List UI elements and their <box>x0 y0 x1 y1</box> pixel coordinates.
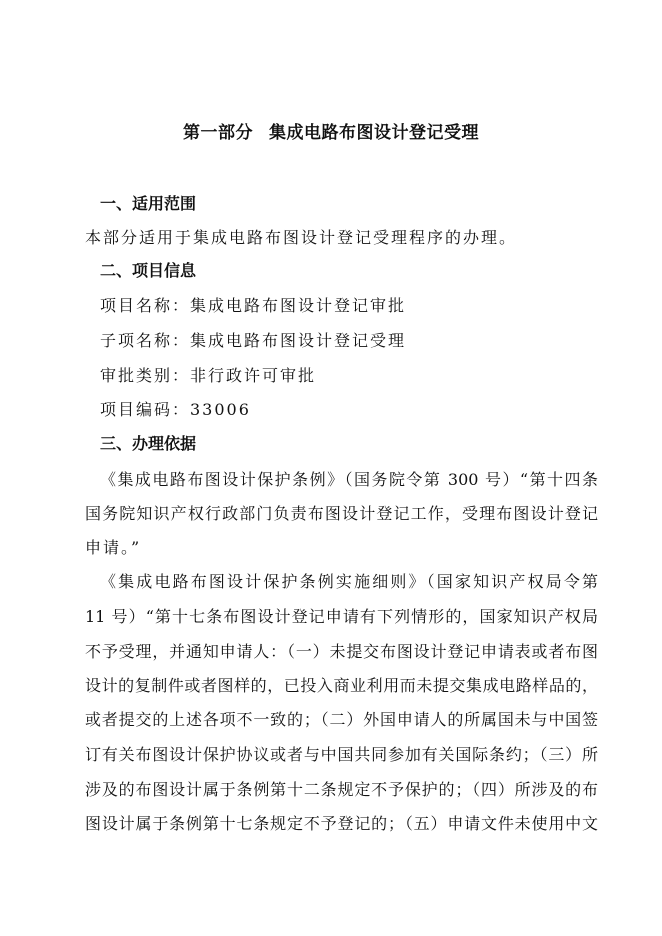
section-heading-scope: 一、适用范围 <box>100 194 197 213</box>
basis-para2-line: 不予受理，并通知申请人：（一）未提交布图设计登记申请表或者布图 <box>85 642 598 661</box>
basis-para2-line: 订有关布图设计保护协议或者与中国共同参加有关国际条约；（三）所 <box>85 745 598 764</box>
section-heading-info: 二、项目信息 <box>100 261 197 280</box>
part-name: 集成电路布图设计登记受理 <box>269 123 479 143</box>
info-item: 项目编码：33006 <box>100 400 251 419</box>
section-heading-basis: 三、办理依据 <box>100 434 197 453</box>
basis-para2-line: 涉及的布图设计属于条例第十二条规定不予保护的；（四）所涉及的布 <box>85 780 598 799</box>
info-item: 审批类别：非行政许可审批 <box>100 366 317 385</box>
page-title <box>0 118 662 143</box>
scope-body: 本部分适用于集成电路布图设计登记受理程序的办理。 <box>85 228 518 247</box>
basis-para2-line: 或者提交的上述各项不一致的；（二）外国申请人的所属国未与中国签 <box>85 710 598 729</box>
basis-para1-line: 国务院知识产权行政部门负责布图设计登记工作，受理布图设计登记 <box>85 504 598 523</box>
basis-para1-line: 申请。” <box>85 538 142 557</box>
basis-para2-line: 图设计属于条例第十七条规定不予登记的；（五）申请文件未使用中文 <box>85 814 598 833</box>
basis-para2-line: 11 号）“第十七条布图设计登记申请有下列情形的，国家知识产权局 <box>85 607 598 626</box>
basis-para2-line: 设计的复制件或者图样的，已投入商业利用而未提交集成电路样品的， <box>85 676 598 695</box>
basis-para1-line: 《集成电路布图设计保护条例》（国务院令第 300 号）“第十四条 <box>100 470 598 489</box>
part-label: 第一部分 <box>183 123 253 143</box>
info-item: 子项名称：集成电路布图设计登记受理 <box>100 331 407 350</box>
info-item: 项目名称：集成电路布图设计登记审批 <box>100 296 407 315</box>
basis-para2-line: 《集成电路布图设计保护条例实施细则》（国家知识产权局令第 <box>100 572 598 591</box>
